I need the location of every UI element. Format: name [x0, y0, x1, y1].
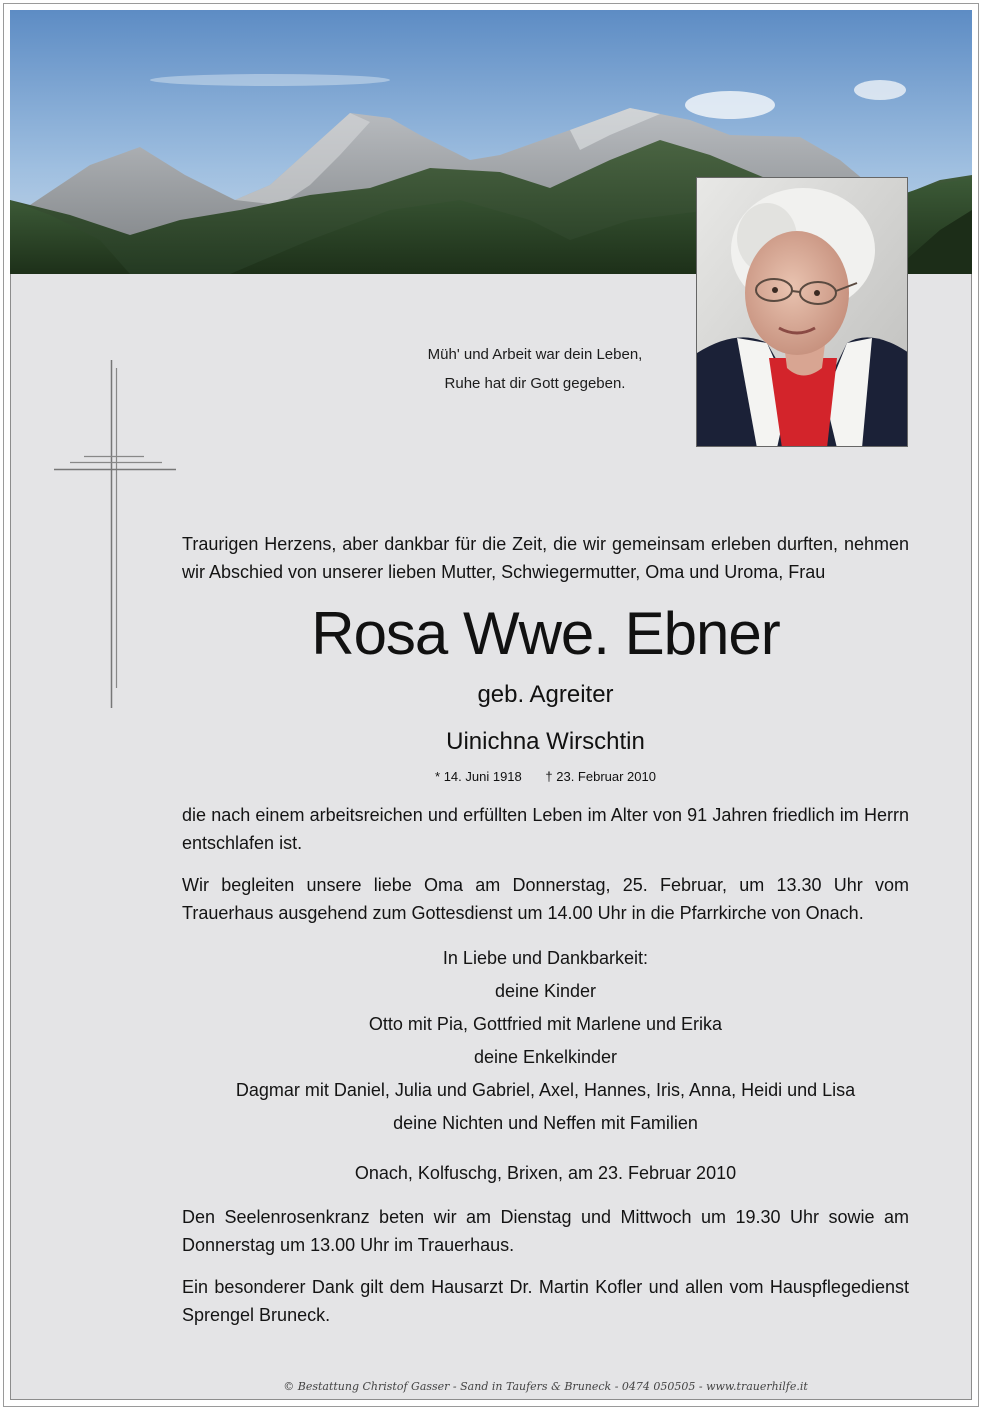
family-list — [182, 942, 909, 1140]
intro-text: Traurigen Herzens, aber dankbar für die Zeit, die wir gemeinsam erleben durften, nehmen wir Abschied von unserer lieben Mutter, Schwiegermutter, Oma und Uroma, Frau — [182, 534, 909, 582]
thanks-text: Ein besonderer Dank gilt dem Hausarzt Dr. Martin Kofler und allen vom Hauspflegedienst Sprengel Bruneck. — [182, 1277, 909, 1325]
verse — [330, 340, 740, 398]
cross-icon — [52, 358, 180, 712]
birth-date: * 14. Juni 1918 — [435, 769, 522, 784]
funeral-text: Wir begleiten unsere liebe Oma am Donnerstag, 25. Februar, um 13.30 Uhr vom Trauerhaus ausgehend zum Gottesdienst um 14.00 Uhr in die Pfarrkirche von Onach. — [182, 875, 909, 923]
children-label: deine Kinder — [494, 981, 597, 1001]
grandchildren-label: deine Enkelkinder — [473, 1047, 618, 1067]
children-names: Otto mit Pia, Gottfried mit Marlene und Erika — [368, 1014, 723, 1034]
house-name: Uinichna Wirschtin — [446, 728, 645, 755]
born-name: geb. Agreiter — [477, 681, 614, 708]
place-date: Onach, Kolfuschg, Brixen, am 23. Februar 2010 — [354, 1163, 737, 1183]
deceased-name: Rosa Wwe. Ebner — [311, 600, 780, 667]
grandchildren-names: Dagmar mit Daniel, Julia und Gabriel, Axel, Hannes, Iris, Anna, Heidi und Lisa — [235, 1080, 856, 1100]
portrait-photo — [696, 177, 908, 447]
verse-line-1: Müh' und Arbeit war dein Leben, — [427, 346, 643, 363]
rosary-text: Den Seelenrosenkranz beten wir am Dienstag und Mittwoch um 19.30 Uhr sowie am Donnerstag um 13.00 Uhr im Trauerhaus. — [182, 1207, 909, 1255]
death-date: † 23. Februar 2010 — [545, 769, 656, 784]
verse-line-2: Ruhe hat dir Gott gegeben. — [444, 375, 626, 392]
life-dates — [182, 767, 909, 787]
relatives: deine Nichten und Neffen mit Familien — [393, 1113, 698, 1133]
death-text: die nach einem arbeitsreichen und erfüllten Leben im Alter von 91 Jahren friedlich im Herrn entschlafen ist. — [182, 805, 909, 853]
footer-credit: © Bestattung Christof Gasser - Sand in Taufers & Bruneck - 0474 050505 - www.trauerhilfe.it — [283, 1380, 808, 1393]
family-heading: In Liebe und Dankbarkeit: — [442, 948, 649, 968]
